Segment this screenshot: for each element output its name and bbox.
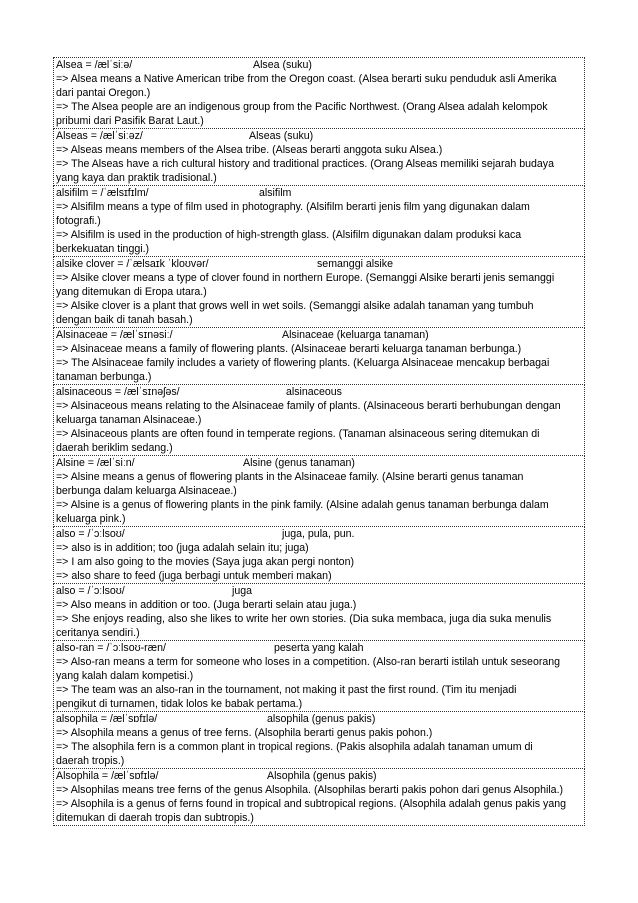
entry-line: => Alsifilm is used in the production of high-strength glass. (Alsifilm digunakan dalam produksi kaca [56, 229, 522, 241]
entry-line: keluarga pink.) [56, 513, 126, 525]
dictionary-entry [53, 385, 585, 456]
entry-term: also-ran = /ˈɔːlsoʊ-ræn/ [56, 642, 166, 654]
dictionary-entry [53, 129, 585, 186]
entry-translation: semanggi alsike [317, 258, 393, 270]
entry-term: also = /ˈɔːlsoʊ/ [56, 528, 125, 540]
entry-line: yang ditemukan di Eropa utara.) [56, 286, 207, 298]
entry-term: Alsine = /ælˈsiːn/ [56, 457, 135, 469]
entry-term: alsinaceous = /ælˈsɪnəʃəs/ [56, 386, 180, 398]
entry-line: pribumi dari Pasifik Barat Laut.) [56, 115, 204, 127]
dictionary-entry [53, 712, 585, 769]
entry-line: => Alsine is a genus of flowering plants in the pink family. (Alsine adalah genus tanaman berbunga dalam [56, 499, 549, 511]
entry-line: ceritanya sendiri.) [56, 627, 140, 639]
entry-translation: alsifilm [259, 187, 292, 199]
entry-line: => I am also going to the movies (Saya juga akan pergi nonton) [56, 556, 354, 568]
entry-term: Alsinaceae = /ælˈsɪnəsiː/ [56, 329, 173, 341]
dictionary-entry [53, 641, 585, 712]
entry-line: pengikut di turnamen, tidak lolos ke babak pertama.) [56, 698, 303, 710]
entry-line: => The Alsea people are an indigenous group from the Pacific Northwest. (Orang Alsea adalah kelompok [56, 101, 548, 113]
entry-line: => The Alsinaceae family includes a variety of flowering plants. (Keluarga Alsinaceae mencakup berbagai [56, 357, 550, 369]
entry-translation: Alsine (genus tanaman) [243, 457, 355, 469]
entry-line: => Alsophila means a genus of tree ferns. (Alsophila berarti genus pakis pohon.) [56, 727, 433, 739]
entry-line: keluarga tanaman Alsinaceae.) [56, 414, 202, 426]
entry-term: alsike clover = /ˈælsaɪk ˈkloʊvər/ [56, 258, 209, 270]
entry-line: => Alsifilm means a type of film used in photography. (Alsifilm berarti jenis film yang digunakan dalam [56, 201, 530, 213]
entry-line: => also share to feed (juga berbagi untuk memberi makan) [56, 570, 332, 582]
entry-line: daerah beriklim sedang.) [56, 442, 173, 454]
dictionary-document [53, 57, 585, 826]
dictionary-entry [53, 186, 585, 257]
entry-line: => Also means in addition or too. (Juga berarti selain atau juga.) [56, 599, 357, 611]
entry-translation: alsophila (genus pakis) [267, 713, 376, 725]
entry-term: alsophila = /ælˈsɒfɪlə/ [56, 713, 158, 725]
entry-line: => Also-ran means a term for someone who loses in a competition. (Also-ran berarti istilah untuk seseorang [56, 656, 561, 668]
entry-line: yang kaya dan praktik tradisional.) [56, 172, 217, 184]
dictionary-entry [53, 257, 585, 328]
entry-term: Alsea = /ælˈsiːə/ [56, 59, 133, 71]
entry-term: also = /ˈɔːlsoʊ/ [56, 585, 125, 597]
entry-line: => Alsinaceous plants are often found in temperate regions. (Tanaman alsinaceous sering ditemukan di [56, 428, 540, 440]
entry-line: => Alsinaceae means a family of flowering plants. (Alsinaceae berarti keluarga tanaman berbunga.) [56, 343, 522, 355]
entry-line: daerah tropis.) [56, 755, 125, 767]
entry-line: => Alseas means members of the Alsea tribe. (Alseas berarti anggota suku Alsea.) [56, 144, 443, 156]
entry-translation: alsinaceous [286, 386, 342, 398]
entry-line: => The alsophila fern is a common plant in tropical regions. (Pakis alsophila adalah tanaman umum di [56, 741, 533, 753]
entry-line: ditemukan di daerah tropis dan subtropis.) [56, 812, 254, 824]
entry-line: dari pantai Oregon.) [56, 87, 151, 99]
entry-translation: juga [232, 585, 253, 597]
entry-translation: juga, pula, pun. [282, 528, 355, 540]
entry-translation: Alsinaceae (keluarga tanaman) [282, 329, 429, 341]
dictionary-entry [53, 584, 585, 641]
dictionary-entry [53, 328, 585, 385]
entry-line: berkekuatan tinggi.) [56, 243, 150, 255]
entry-line: fotografi.) [56, 215, 101, 227]
entry-translation: peserta yang kalah [274, 642, 364, 654]
entry-line: => Alsophilas means tree ferns of the genus Alsophila. (Alsophilas berarti pakis pohon dari genus Alsophila.) [56, 784, 564, 796]
entry-line: => The team was an also-ran in the tournament, not making it past the first round. (Tim itu menjadi [56, 684, 517, 696]
entry-line: berbunga dalam keluarga Alsinaceae.) [56, 485, 237, 497]
entry-translation: Alseas (suku) [249, 130, 314, 142]
entry-line: => Alsea means a Native American tribe from the Oregon coast. (Alsea berarti suku penduduk asli Amerika [56, 73, 557, 85]
entry-translation: Alsea (suku) [253, 59, 312, 71]
entry-line: dengan baik di tanah basah.) [56, 314, 193, 326]
entry-line: => Alsinaceous means relating to the Alsinaceae family of plants. (Alsinaceous berarti berhubungan dengan [56, 400, 561, 412]
entry-line: tanaman berbunga.) [56, 371, 152, 383]
entry-line: => Alsike clover means a type of clover found in northern Europe. (Semanggi Alsike berarti jenis semanggi [56, 272, 555, 284]
entry-translation: Alsophila (genus pakis) [267, 770, 377, 782]
entry-line: => Alsine means a genus of flowering plants in the Alsinaceae family. (Alsine berarti genus tanaman [56, 471, 524, 483]
dictionary-entry [53, 527, 585, 584]
entry-line: => She enjoys reading, also she likes to write her own stories. (Dia suka membaca, juga dia suka menulis [56, 613, 552, 625]
entry-line: => Alsophila is a genus of ferns found in tropical and subtropical regions. (Alsophila adalah genus pakis yang [56, 798, 567, 810]
entry-line: => Alsike clover is a plant that grows well in wet soils. (Semanggi alsike adalah tanaman yang tumbuh [56, 300, 534, 312]
entry-line: => also is in addition; too (juga adalah selain itu; juga) [56, 542, 309, 554]
dictionary-entry [53, 769, 585, 826]
dictionary-entry [53, 456, 585, 527]
entry-term: alsifilm = /ˈælsɪfɪlm/ [56, 187, 149, 199]
entry-term: Alseas = /ælˈsiːəz/ [56, 130, 143, 142]
entry-line: yang kalah dalam kompetisi.) [56, 670, 194, 682]
entry-term: Alsophila = /ælˈsɒfɪlə/ [56, 770, 159, 782]
dictionary-entry [53, 57, 585, 129]
entry-line: => The Alseas have a rich cultural history and traditional practices. (Orang Alseas memiliki sejarah budaya [56, 158, 554, 170]
